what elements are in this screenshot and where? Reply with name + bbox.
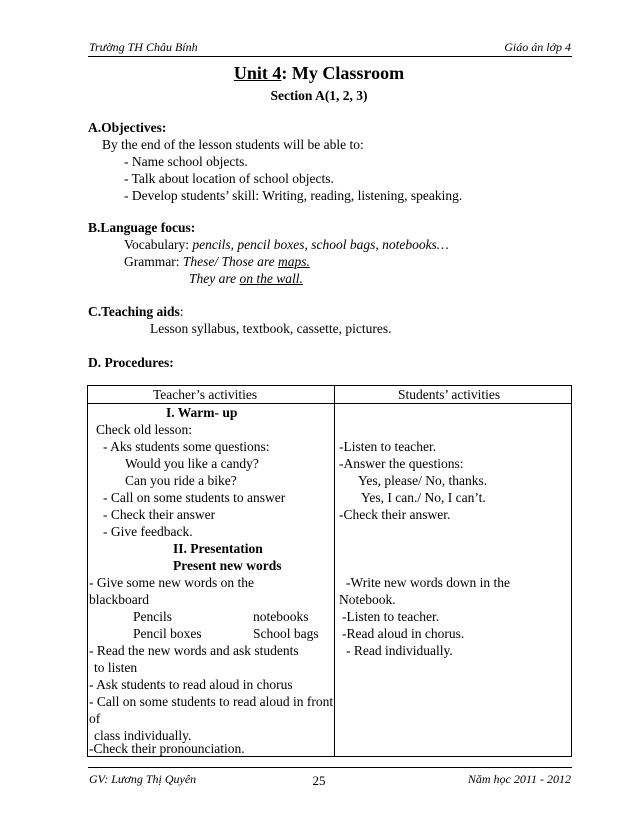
teacher-line: - Aks students some questions: (103, 439, 270, 454)
vocabulary-label: Vocabulary: (124, 237, 193, 252)
student-line: -Listen to teacher. (339, 439, 437, 454)
vocabulary-value: pencils, pencil boxes, school bags, notebooks… (192, 237, 449, 252)
column-header-students: Students’ activities (398, 387, 501, 402)
page-number: 25 (312, 773, 326, 788)
teacher-line: - Check their answer (103, 507, 216, 522)
teacher-line: Can you ride a bike? (125, 473, 237, 488)
title-rest: : My Classroom (281, 63, 405, 83)
grammar2-prefix: They are (189, 271, 240, 286)
grammar-value: These/ Those are (182, 254, 278, 269)
student-line: -Write new words down in the (346, 575, 511, 590)
title-unit: Unit 4 (233, 63, 282, 83)
student-line: Yes, please/ No, thanks. (358, 473, 488, 488)
objectives-heading: A.Objectives: (88, 120, 167, 135)
teacher-line: Present new words (173, 558, 282, 573)
student-line: -Answer the questions: (339, 456, 464, 471)
vocabulary-line (124, 236, 449, 253)
objective-item: - Name school objects. (124, 154, 248, 169)
teaching-aids-colon: : (179, 304, 184, 319)
teacher-line: notebooks (253, 609, 309, 624)
teacher-line: class individually. (94, 728, 192, 743)
grammar-line (124, 253, 310, 270)
teacher-line: - Read the new words and ask students (89, 643, 299, 658)
header-rule (88, 56, 572, 57)
header-school: Trường TH Châu Bính (89, 40, 198, 54)
teacher-line: - Ask students to read aloud in chorus (89, 677, 293, 692)
section-subtitle: Section A(1, 2, 3) (270, 88, 368, 103)
teacher-line: to listen (94, 660, 138, 675)
student-line: - Read individually. (346, 643, 453, 658)
grammar-label: Grammar: (124, 254, 183, 269)
table-header-rule (88, 403, 571, 404)
teacher-line: Check old lesson: (96, 422, 192, 437)
table-column-divider (334, 386, 335, 756)
procedures-heading: D. Procedures: (88, 355, 174, 370)
grammar-underlined: maps. (277, 254, 310, 269)
grammar-line-2 (189, 270, 303, 287)
teacher-line: II. Presentation (173, 541, 263, 556)
page-title (0, 63, 638, 84)
teacher-line: - Call on some students to read aloud in front (89, 694, 334, 709)
footer-teacher: GV: Lương Thị Quyên (89, 772, 197, 786)
grammar2-underlined: on the wall. (239, 271, 303, 286)
teaching-aids-heading: C.Teaching aids (88, 304, 180, 319)
teaching-aids-content: Lesson syllabus, textbook, cassette, pictures. (150, 321, 392, 336)
teacher-line: blackboard (89, 592, 149, 607)
teacher-line: Would you like a candy? (125, 456, 259, 471)
objective-item: - Talk about location of school objects. (124, 171, 334, 186)
teaching-aids-heading-line (88, 303, 184, 320)
language-focus-heading: B.Language focus: (88, 220, 196, 235)
student-line: Yes, I can./ No, I can’t. (361, 490, 486, 505)
teacher-line: Pencil boxes (133, 626, 202, 641)
student-line: -Check their answer. (339, 507, 451, 522)
student-line: Notebook. (339, 592, 396, 607)
column-header-teacher: Teacher’s activities (153, 387, 258, 402)
teacher-line: - Give feedback. (103, 524, 193, 539)
student-line: -Listen to teacher. (342, 609, 440, 624)
teacher-line: - Give some new words on the (89, 575, 254, 590)
objective-item: - Develop students’ skill: Writing, reading, listening, speaking. (124, 188, 463, 203)
teacher-line: School bags (253, 626, 319, 641)
teacher-line: of (89, 711, 101, 726)
header-doc-type: Giáo án lớp 4 (504, 40, 571, 54)
teacher-line: I. Warm- up (166, 405, 238, 420)
teacher-line: Pencils (133, 609, 172, 624)
footer-year: Năm học 2011 - 2012 (467, 772, 571, 786)
footer-rule (88, 767, 572, 768)
teacher-line: - Call on some students to answer (103, 490, 286, 505)
teacher-line: -Check their pronounciation. (89, 741, 245, 756)
objectives-intro: By the end of the lesson students will be able to: (102, 137, 364, 152)
student-line: -Read aloud in chorus. (342, 626, 465, 641)
